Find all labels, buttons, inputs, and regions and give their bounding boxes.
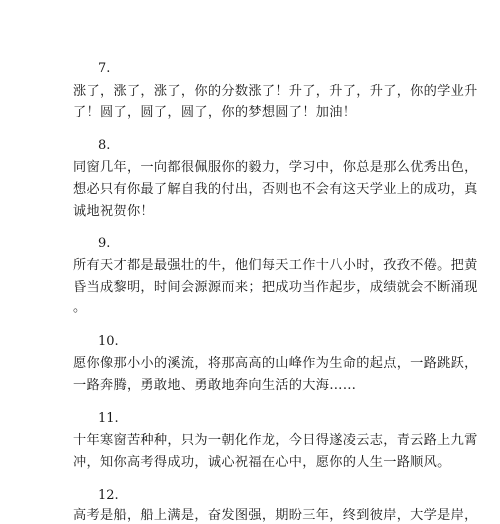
- paragraph-number: 12.: [98, 488, 119, 503]
- paragraph-line: 涨了，涨了，涨了，你的分数涨了！升了，升了，升了，你的学业升: [73, 84, 478, 99]
- paragraph-number: 7.: [98, 61, 111, 76]
- paragraph-number: 8.: [98, 138, 111, 153]
- paragraph-line: 冲，知你高考得成功，诚心祝福在心中，愿你的人生一路顺风。: [73, 455, 451, 470]
- paragraph-line: 一路奔腾，勇敢地、勇敢地奔向生活的大海……: [73, 378, 357, 393]
- paragraph-line: 诚地祝贺你！: [73, 204, 154, 219]
- paragraph-line: 了！圆了，圆了，圆了，你的梦想圆了！加油！: [73, 105, 357, 120]
- paragraph-line: 十年寒窗苦种种，只为一朝化作龙，今日得遂凌云志，青云路上九霄: [73, 433, 478, 448]
- paragraph-number: 11.: [98, 411, 119, 426]
- paragraph-line: 高考是船，船上满是，奋发图强，期盼三年，终到彼岸，大学是岸，: [73, 508, 478, 523]
- paragraph-number: 10.: [98, 334, 119, 349]
- paragraph-number: 9.: [98, 236, 111, 251]
- paragraph-line: 。: [73, 300, 87, 315]
- paragraph-line: 昏当成黎明，时间会源源而来；把成功当作起步，成绩就会不断涌现: [73, 280, 478, 295]
- paragraph-line: 同窗几年，一向都很佩服你的毅力，学习中，你总是那么优秀出色，: [73, 160, 478, 175]
- paragraph-line: 想必只有你最了解自我的付出，否则也不会有这天学业上的成功，真: [73, 182, 478, 197]
- paragraph-line: 所有天才都是最强壮的牛，他们每天工作十八小时，孜孜不倦。把黄: [73, 258, 478, 273]
- paragraph-line: 愿你像那小小的溪流，将那高高的山峰作为生命的起点，一路跳跃，: [73, 356, 478, 371]
